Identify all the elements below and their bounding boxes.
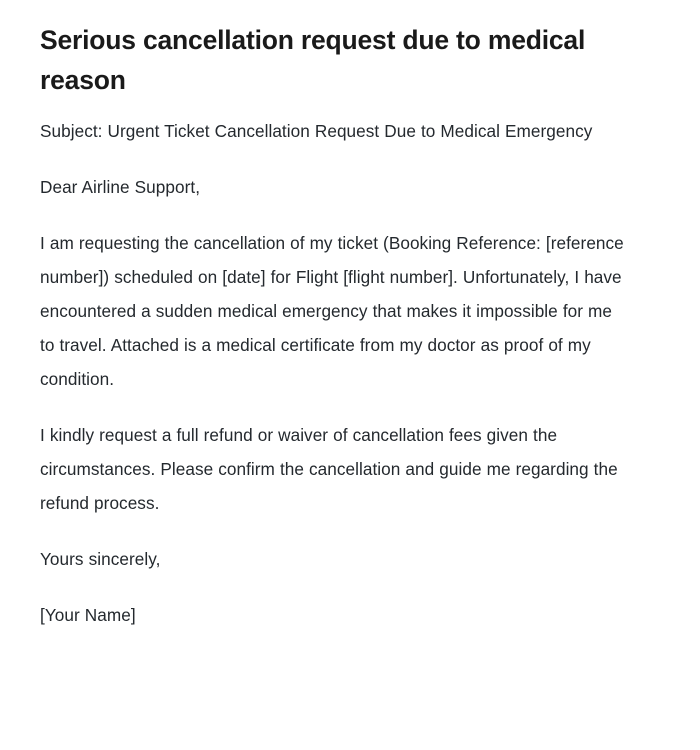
paragraph-subject-line: Subject: Urgent Ticket Cancellation Request Due to Medical Emergency [40, 121, 593, 141]
paragraph-closing: Yours sincerely, [40, 549, 161, 569]
page-title: Serious cancellation request due to medical reason [40, 25, 586, 95]
paragraph-signature: [Your Name] [40, 605, 136, 625]
paragraph-refund-request: I kindly request a full refund or waiver of cancellation fees given the circumstances. Please confirm the cancellation and guide me regarding the refund process. [40, 425, 618, 513]
paragraph-request-details: I am requesting the cancellation of my ticket (Booking Reference: [reference number]) scheduled on [date] for Flight [flight number]. Unfortunately, I have encountered a sudden medical emergency that makes it impossible for me to travel. Attached is a medical certificate from my doctor as proof of my condition. [40, 233, 624, 389]
paragraph-salutation: Dear Airline Support, [40, 177, 201, 197]
letter-body [40, 114, 628, 632]
